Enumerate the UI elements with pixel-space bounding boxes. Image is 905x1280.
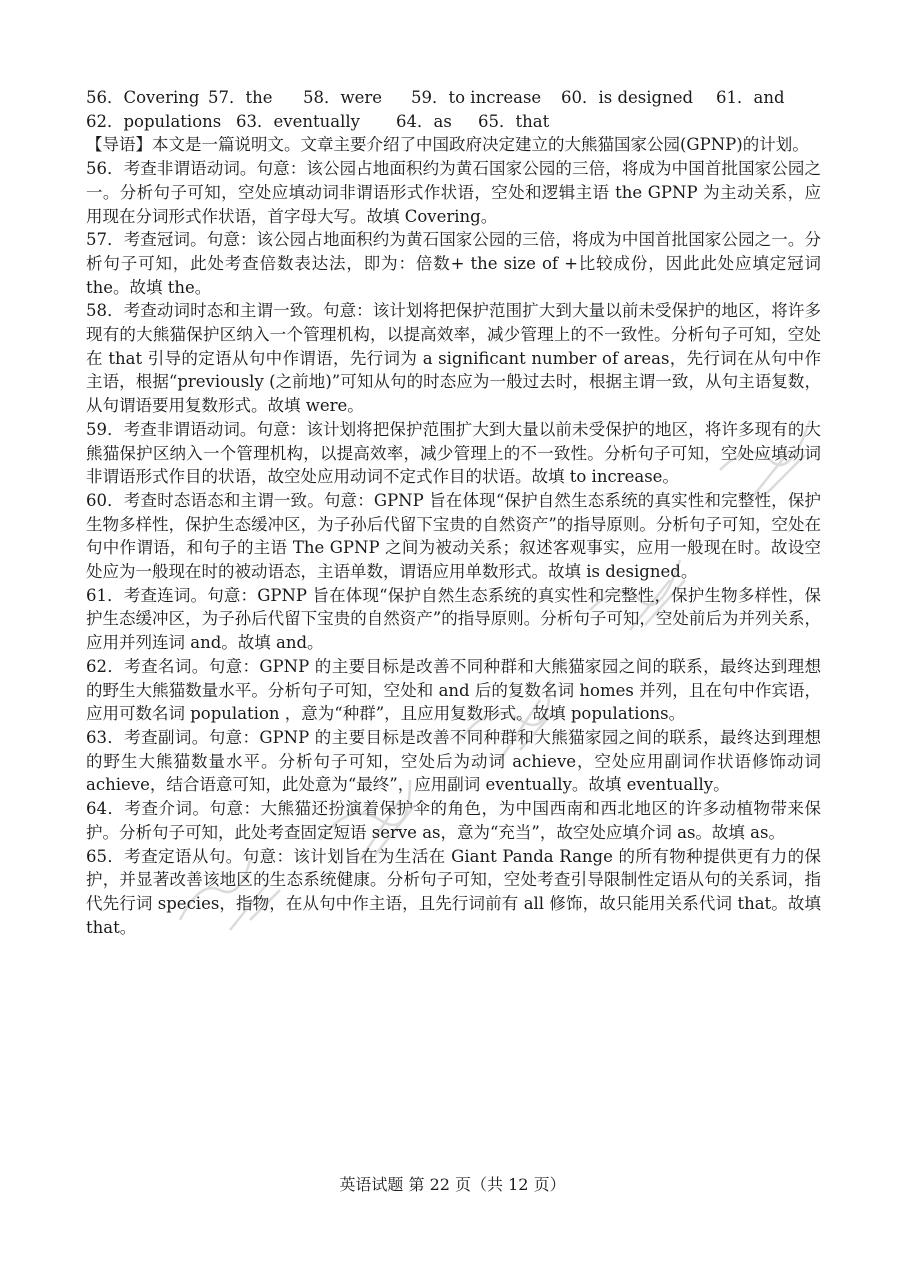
- answer-58: 58．were: [303, 88, 383, 107]
- explanation-64: 64．考查介词。句意：大熊猫还扮演着保护伞的角色，为中国西南和西北地区的许多动植物带来保护。分析句子可知，此处考查固定短语 serve as，意为“充当”，故空处应填介词 as。故填 as。: [86, 799, 821, 842]
- answers-row-1: [86, 86, 821, 110]
- answer-61: 61．and: [716, 88, 785, 107]
- answers-row-2: [86, 110, 821, 134]
- answer-64: 64．as: [396, 111, 452, 131]
- explanation-63: 63．考查副词。句意：GPNP 的主要目标是改善不同种群和大熊猫家园之间的联系，最终达到理想的野生大熊猫数量水平。分析句子可知，空处后为动词 achieve，空处应用副词作状语修饰动词 achieve，结合语意可知，此处意为“最终”，应用副词 eventually。故填 eventually。: [86, 727, 821, 795]
- explanation-60: 60．考查时态语态和主谓一致。句意：GPNP 旨在体现“保护自然生态系统的真实性和完整性，保护生物多样性，保护生态缓冲区，为子孙后代留下宝贵的自然资产”的指导原则。分析句子可知，空处在句中作谓语，和句子的主语 The GPNP 之间为被动关系；叙述客观事实，应用一般现在时。故设空处应为一般现在时的被动语态，主语单数，谓语应用单数形式。故填 is designed。: [86, 490, 821, 582]
- explanation-59: 59．考查非谓语动词。句意：该计划将把保护范围扩大到大量以前未受保护的地区，将许多现有的大熊猫保护区纳入一个管理机构，以提高效率，减少管理上的不一致性。分析句子可知，空处应填动词非谓语形式作目的状语，故空处应用动词不定式作目的状语。故填 to increase。: [86, 419, 821, 487]
- answer-65: 65．that: [478, 111, 550, 131]
- explanation-56: 56．考查非谓语动词。句意：该公园占地面积约为黄石国家公园的三倍，将成为中国首批国家公园之一。分析句子可知，空处应填动词非谓语形式作状语，空处和逻辑主语 the GPNP 为主动关系，应用现在分词形式作状语，首字母大写。故填 Covering。: [86, 159, 821, 226]
- answer-key-page: [86, 86, 821, 939]
- answer-59: 59．to increase: [411, 88, 542, 107]
- explanation-62: 62．考查名词。句意：GPNP 的主要目标是改善不同种群和大熊猫家园之间的联系，最终达到理想的野生大熊猫数量水平。分析句子可知，空处和 and 后的复数名词 homes 并列，且在句中作宾语，应用可数名词 population ，意为“种群”，且应用复数形式。故填 populations。: [86, 656, 821, 724]
- page-footer: 英语试题 第 22 页（共 12 页）: [339, 1175, 566, 1194]
- explanation-65: 65．考查定语从句。句意：该计划旨在为生活在 Giant Panda Range 的所有物种提供更有力的保护，并显著改善该地区的生态系统健康。分析句子可知，空处考查引导限制性定语从句的关系词，指代先行词 species，指物，在从句中作主语，且先行词前有 all 修饰，故只能用关系代词 that。故填 that。: [86, 846, 821, 937]
- answer-63: 63．eventually: [236, 111, 360, 131]
- answer-57: 57．the: [208, 88, 273, 107]
- explanation-58: 58．考查动词时态和主谓一致。句意：该计划将把保护范围扩大到大量以前未受保护的地区，将许多现有的大熊猫保护区纳入一个管理机构，以提高效率，减少管理上的不一致性。分析句子可知，空处在 that 引导的定语从句中作谓语，先行词为 a significant number of areas，先行词在从句中作主语，根据“previously (之前地)”可知从句的时态应为一般过去时，根据主谓一致，从句主语复数，从句谓语要用复数形式。故填 were。: [86, 301, 821, 416]
- explanation-61: 61．考查连词。句意：GPNP 旨在体现“保护自然生态系统的真实性和完整性，保护生物多样性，保护生态缓冲区，为子孙后代留下宝贵的自然资产”的指导原则。分析句子可知，空处前后为并列关系，应用并列连词 and。故填 and。: [86, 585, 821, 653]
- explanation-57: 57．考查冠词。句意：该公园占地面积约为黄石国家公园的三倍，将成为中国首批国家公园之一。分析句子可知，此处考查倍数表达法，即为：倍数+ the size of +比较成份，因此此处应填定冠词 the。故填 the。: [86, 230, 821, 297]
- answer-56: 56．Covering: [86, 88, 200, 107]
- answer-60: 60．is designed: [561, 88, 694, 107]
- answer-62: 62．populations: [86, 111, 222, 131]
- intro-paragraph: 【导语】本文是一篇说明文。文章主要介绍了中国政府决定建立的大熊猫国家公园(GPNP)的计划。: [86, 135, 809, 155]
